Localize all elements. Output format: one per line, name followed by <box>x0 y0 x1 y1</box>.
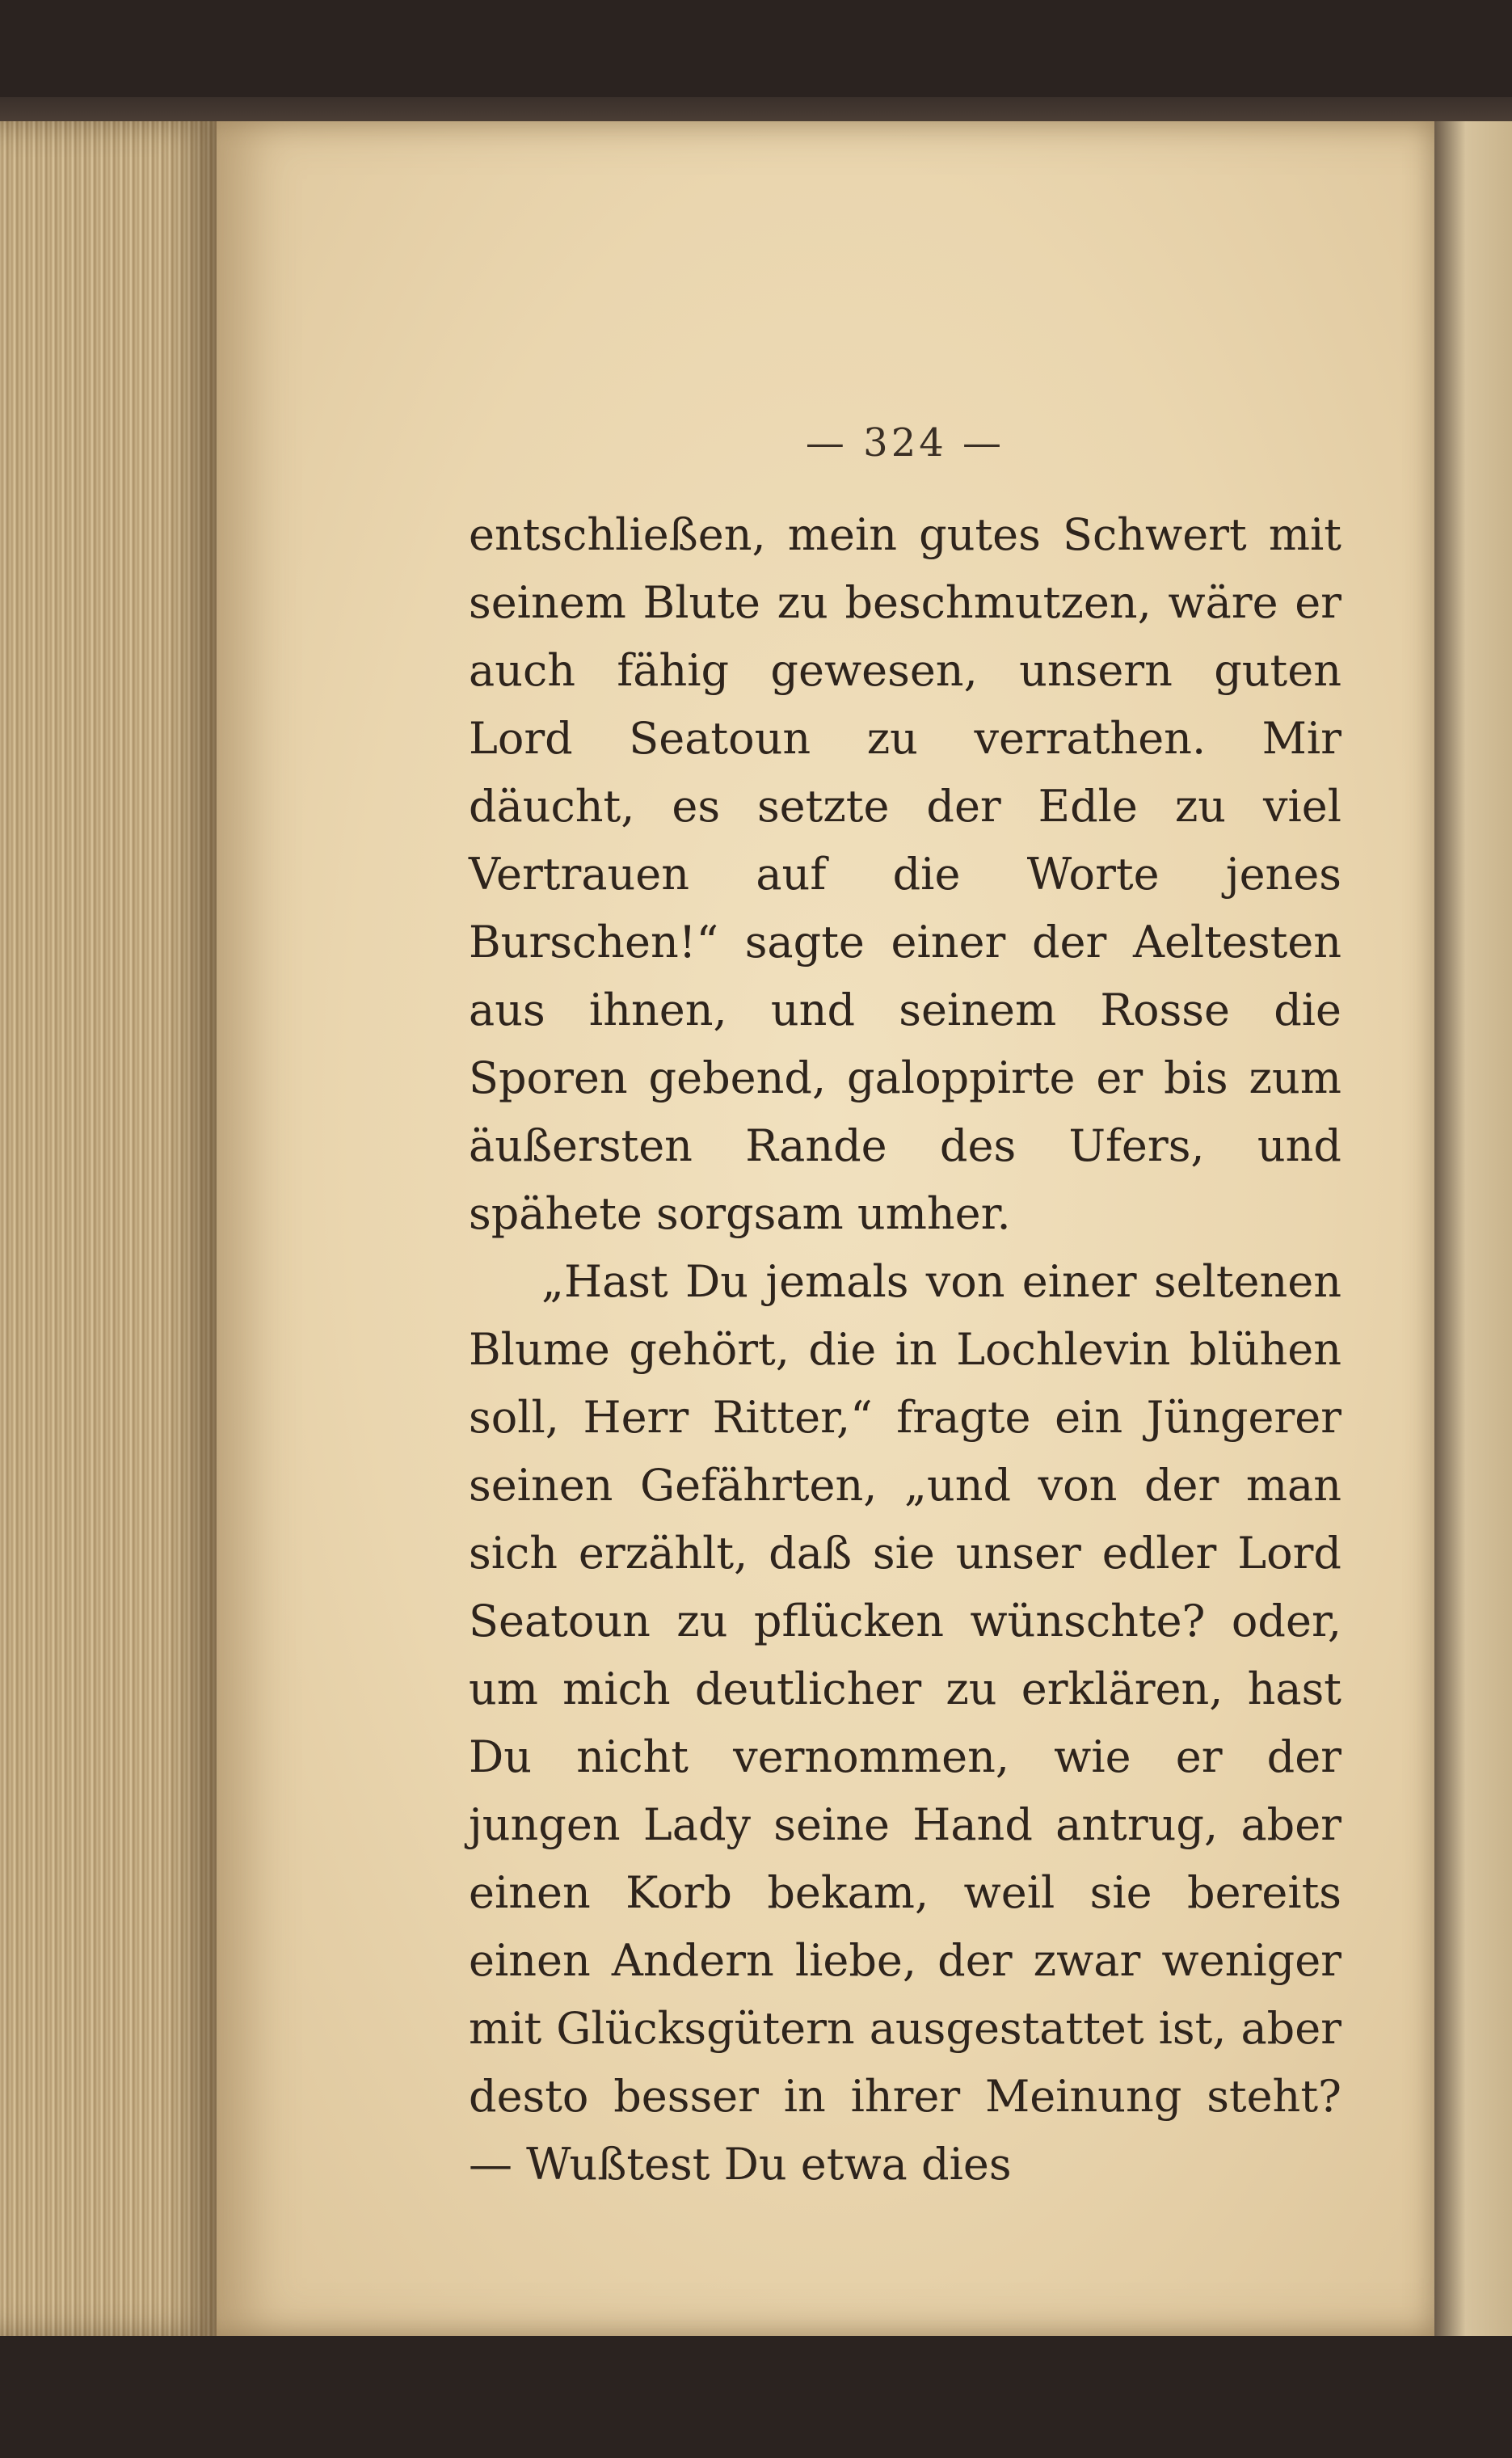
page-edges <box>0 121 218 2336</box>
paragraph: entschließen, mein gutes Schwert mit seinem Blute zu beschmutzen, wäre er auch fähig gewesen, unsern guten Lord Seatoun zu verrathen. Mir däucht, es setzte der Edle zu viel Vertrauen auf die Worte jenes Burschen!“ sagte einer der Aeltesten aus ihnen, und seinem Rosse die Sporen gebend, galoppirte er bis zum äußersten Rande des Ufers, und spähete sorgsam umher. <box>469 509 1341 1239</box>
page-number: — 324 — <box>805 420 1005 466</box>
body-text <box>469 501 1341 2199</box>
paragraph: „Hast Du jemals von einer seltenen Blume gehört, die in Lochlevin blühen soll, Herr Ritter,“ fragte ein Jüngerer seinen Gefährten, „und von der man sich erzählt, daß sie unser edler Lord Seatoun zu pflücken wünschte? oder, um mich deutlicher zu erklären, hast Du nicht vernommen, wie er der jungen Lady seine Hand antrug, aber einen Korb bekam, weil sie bereits einen Andern liebe, der zwar weniger mit Glücksgütern ausgestattet ist, aber desto besser in ihrer Meinung steht? — Wußtest Du etwa dies <box>469 1256 1341 2190</box>
book-gutter <box>1434 121 1512 2336</box>
